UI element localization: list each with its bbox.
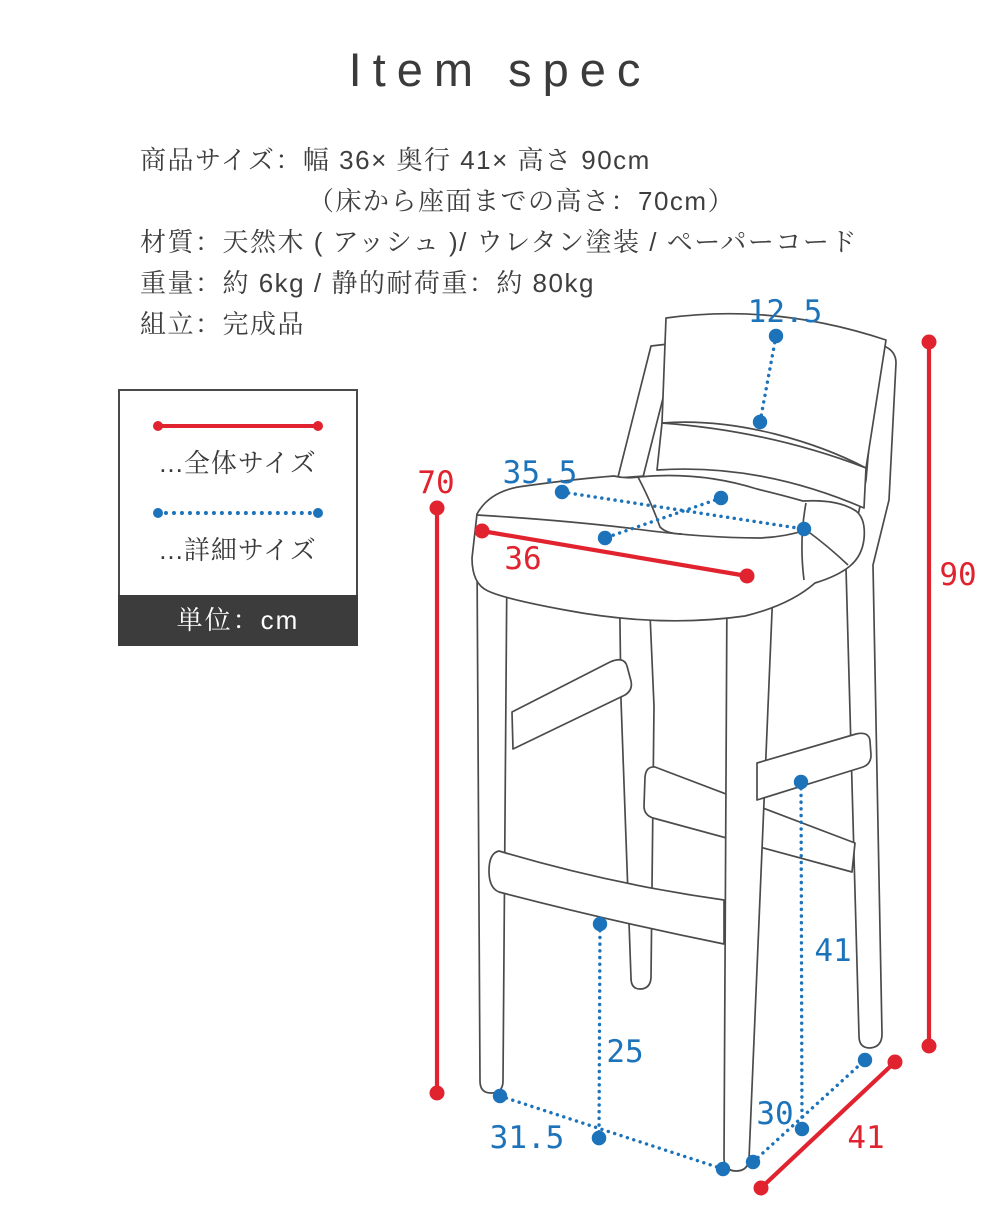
- dim-endpoint-dot: [922, 1039, 937, 1054]
- stool-left-stretcher: [512, 660, 631, 749]
- dim-endpoint-dot: [740, 569, 755, 584]
- dim-endpoint-dot: [598, 531, 612, 545]
- legend-unit-footer: 単位：cm: [118, 595, 358, 646]
- dim-detail-front-width-floor: [490, 1089, 731, 1176]
- dim-endpoint-dot: [795, 1122, 809, 1136]
- dim-label-footrest-height: 41: [814, 933, 852, 969]
- stool-front-right-leg: [724, 588, 773, 1171]
- dim-endpoint-dot: [797, 522, 811, 536]
- spec-line-seat-height: （床から座面までの高さ：70cm）: [308, 186, 736, 216]
- dim-label-total-height: 90: [939, 557, 977, 593]
- dim-label-seat-height: 70: [417, 465, 455, 501]
- dim-endpoint-dot: [714, 491, 728, 505]
- dim-label-backrest-height: 12.5: [747, 294, 823, 330]
- stool-front-stretcher: [489, 851, 724, 944]
- dim-endpoint-dot: [430, 1086, 445, 1101]
- dim-endpoint-dot: [430, 501, 445, 516]
- dim-label-seat-width: 35.5: [502, 455, 578, 491]
- dim-label-depth: 41: [847, 1120, 885, 1156]
- dim-endpoint-dot: [746, 1155, 760, 1169]
- dim-label-width: 36: [504, 541, 542, 577]
- legend-detail-label: ...詳細サイズ: [159, 535, 317, 565]
- dim-endpoint-dot: [493, 1089, 507, 1103]
- dim-endpoint-dot: [716, 1162, 730, 1176]
- dim-endpoint-dot: [794, 775, 808, 789]
- dim-endpoint-dot: [888, 1055, 903, 1070]
- stool-front-left-leg: [477, 558, 507, 1093]
- dim-label-front-width-floor: 31.5: [489, 1120, 565, 1156]
- dim-endpoint-dot: [753, 415, 767, 429]
- spec-line-size: 商品サイズ：幅 36× 奥行 41× 高さ 90cm: [140, 145, 651, 175]
- dim-line: [801, 782, 802, 1129]
- spec-line-weight: 重量：約 6kg / 静的耐荷重：約 80kg: [140, 268, 595, 298]
- dim-endpoint-dot: [754, 1181, 769, 1196]
- legend-overall-label: ...全体サイズ: [159, 448, 317, 478]
- spec-line-material: 材質：天然木 ( アッシュ )/ ウレタン塗装 / ペーパーコード: [140, 227, 858, 257]
- dim-endpoint-dot: [922, 335, 937, 350]
- dim-label-side-depth-floor: 30: [756, 1096, 794, 1132]
- dim-endpoint-dot: [593, 917, 607, 931]
- dim-mid-dot: [592, 1131, 606, 1145]
- dim-line: [599, 924, 600, 1138]
- dim-overall-seat-height: [417, 465, 454, 1101]
- dim-endpoint-dot: [769, 329, 783, 343]
- dim-label-lower-rail-height: 25: [606, 1034, 644, 1070]
- dim-overall-total-height: [922, 335, 977, 1054]
- stool-drawing: [472, 314, 896, 1171]
- dim-endpoint-dot: [858, 1053, 872, 1067]
- spec-line-assembly: 組立：完成品: [140, 309, 306, 339]
- page-title: Item spec: [348, 43, 652, 96]
- dim-endpoint-dot: [475, 524, 490, 539]
